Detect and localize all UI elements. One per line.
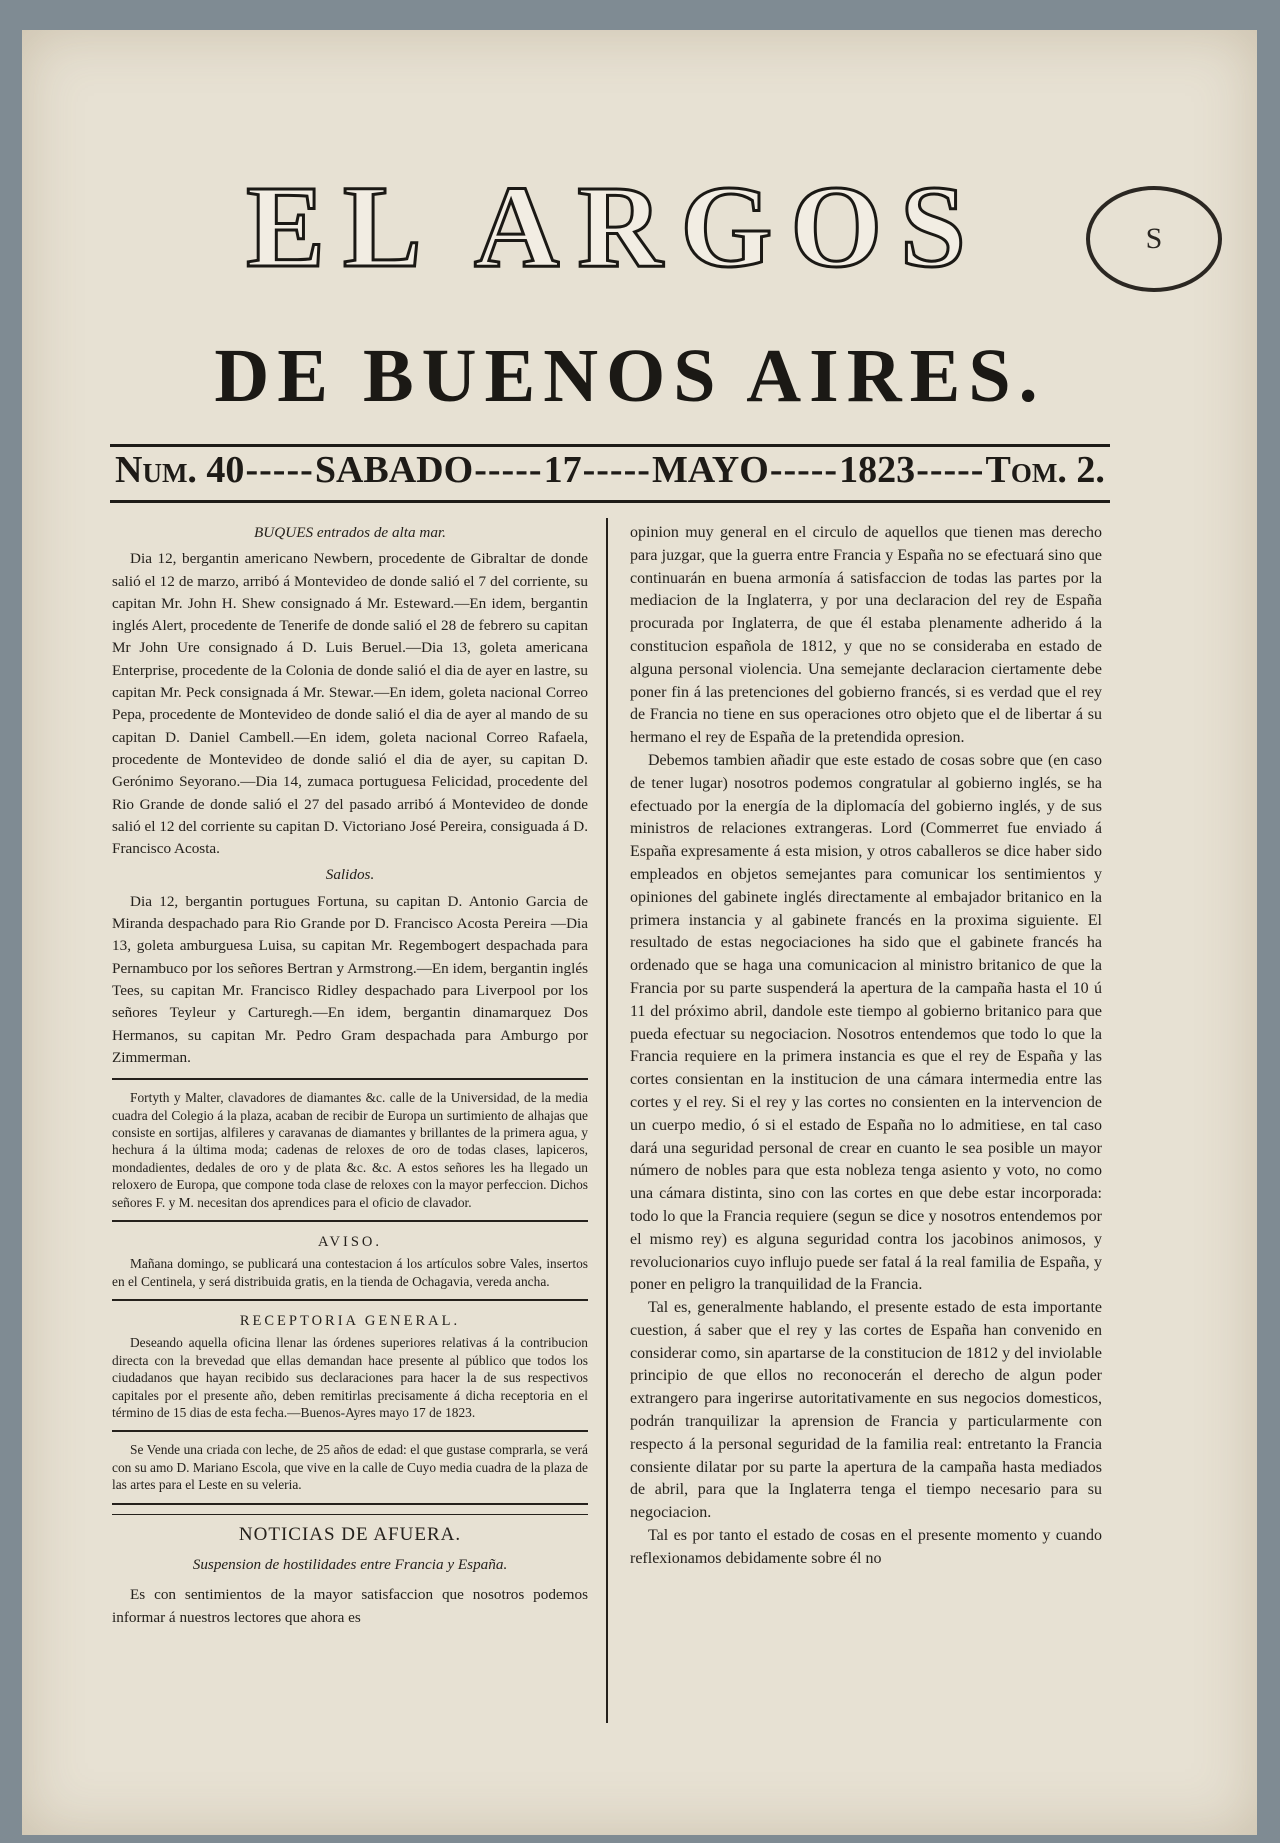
right-para-4: Tal es por tanto el estado de cosas en el presente momento y cuando reflexionamos debidamente sobre él no xyxy=(630,1527,1102,1567)
aviso-text: Mañana domingo, se publicará una contestacion á los artículos sobre Vales, insertos en el Centinela, y será distribuida gratis, en la tienda de Ochagavia, vereda ancha. xyxy=(112,1256,588,1289)
section-rule xyxy=(112,1220,588,1222)
right-para-2: Debemos tambien añadir que este estado de cosas sobre que (en caso de tener lugar) nosotros podemos congratular al gobierno inglés, se ha efectuado por la energía de la diplomacía del gobierno inglés, y de sus ministros de relaciones extrangeras. Lord (Commerret fue enviado á España expresamente á esta mision, y otros caballeros se dice haber sido empleados en objetos semejantes para comunicar los sentimientos y opiniones del gabinete inglés directamente al embajador britanico en la primera instancia y al gabinete francés en la proxima siguiente. El resultado de estas negociaciones ha sido que el gabinete francés ha ordenado que se haga una comunicacion al ministro britanico de que la Francia por su parte suspenderá la apertura de la campaña hasta el 10 ú 11 del próximo abril, dandole este tiempo al gobierno britanico para que pueda efectuar su negociacion. Nosotros entendemos que todo lo que la Francia requiere en la primera instancia es que el rey de España y las cortes consientan en la institucion de una cámara intermedia entre las cortes y el rey. Si el rey y las cortes no consienten en la intervencion de un cuerpo medio, ó si el estado de España no lo admitiese, en tal caso dará una seguridad personal de crear en cuanto le sea posible un mayor número de nobles para que esta nobleza tenga asiento y voto, no como una cámara distinta, sino con las cortes en que debe estar incorporada: todo lo que la Francia requiere (segun se dice y nosotros entendemos por el mismo rey) es alguna seguridad contra los jacobinos animosos, y revolucionarios cuyo influjo puede ser fatal á la real familia de España, y poner en peligro la tranquilidad de la Francia. xyxy=(630,751,1102,1294)
section-rule xyxy=(112,1078,588,1080)
section-rule xyxy=(112,1430,588,1432)
receptoria-text: Deseando aquella oficina llenar las órdenes superiores relativas á la contribucion directa con la brevedad que ellas demandan hace presente al público que todos los ciudadanos que hayan recibido sus declaraciones para hacer la de sus respectivos capitales por el presente año, deben remitirlas precisamente á dicha receptoria en el término de 15 dias de esta fecha.—Buenos-Ayres mayo 17 de 1823. xyxy=(112,1335,588,1420)
right-para-1: opinion muy general en el circulo de aquellos que tienen mas derecho para juzgar, que la guerra entre Francia y España no se efectuará sino que continuarán en buena armonía á satisfaccion de todas las partes por la mediacion de la Inglaterra, y por una declaracion del rey de España procurada por Inglaterra, de que él estaba plenamente adherido á la constitucion española de 1812, y que no se consideraba en estado de alguna personal violencia. Una semejante declaracion ciertamente debe poner fin á las pretenciones del gobierno francés, si es verdad que el rey de Francia no tiene en sus operaciones otro objeto que el de libertar á su hermano el rey de España de la pretendida opresion. xyxy=(630,524,1102,747)
forsyth-advert: Fortyth y Malter, clavadores de diamantes &c. calle de la Universidad, de la media cuadra del Colegio á la plaza, acaban de recibir de Europa un surtimiento de alhajas que consiste en sortijas, alfileres y caravanas de diamantes y brillantes de la primera agua, y hechura á la última moda; cadenas de reloxes de oro de todas clases, lapiceros, mondadientes, dedales de oro y de plata &c. &c. A estos señores les ha llegado un reloxero de Europa, que compone toda clase de reloxes con la mayor perfeccion. Dichos señores F. y M. necesitan dos aprendices para el oficio de clavador. xyxy=(112,1090,588,1210)
issue-number: Num. 40 xyxy=(115,449,245,491)
issue-line xyxy=(115,448,1105,492)
right-para-3: Tal es, generalmente hablando, el presente estado de esta importante cuestion, á saber que el rey y las cortes de España han convenido en considerar como, sin apartarse de la constitucion de 1812 y del inviolable principio de que ellos no reconocerán el derecho de algun poder extrangero para ingerirse autoritativamente en sus negocios domesticos, podrán tranquilizar la aprension de Francia y particularmente con respecto á la personal seguridad de la familia real: entretanto la Francia consiente dilatar por su parte la apertura de la campaña hasta mediados de abril, para que la Inglaterra tenga el tiempo necesario para su negociacion. xyxy=(630,1299,1102,1522)
section-rule-thin xyxy=(112,1514,588,1515)
issue-dash: ----- xyxy=(916,449,985,491)
issue-day: SABADO xyxy=(314,449,474,491)
issue-rule-bottom xyxy=(110,500,1110,503)
issue-dash: ----- xyxy=(245,449,314,491)
aviso-heading: AVISO. xyxy=(317,1233,383,1250)
section-rule xyxy=(112,1503,588,1505)
issue-dash: ----- xyxy=(474,449,543,491)
seal-text: S xyxy=(1145,222,1163,255)
salidos-heading: Salidos. xyxy=(325,866,375,884)
issue-year: 1823 xyxy=(839,449,916,491)
left-column xyxy=(112,522,588,1629)
right-column xyxy=(630,522,1102,1571)
column-divider xyxy=(606,518,608,1723)
issue-tome: Tom. 2. xyxy=(985,449,1105,491)
issue-rule-top xyxy=(110,444,1110,447)
stamp-seal xyxy=(1086,186,1222,292)
receptoria-heading: RECEPTORIA GENERAL. xyxy=(239,1313,461,1330)
noticias-subheading: Suspension de hostilidades entre Francia y España. xyxy=(192,1555,508,1573)
masthead-title: EL ARGOS xyxy=(246,161,984,292)
salidos-text: Dia 12, bergantin portugues Fortuna, su capitan D. Antonio Garcia de Miranda despachado para Rio Grande por D. Francisco Acosta Pereira —Dia 13, goleta amburguesa Luisa, su capitan Mr. Regembogert despachada para Pernambuco por los señores Bertran y Armstrong.—En idem, bergantin inglés Tees, su capitan Mr. Francisco Ridley despachado para Liverpool por los señores Teyleur y Carturegh.—En idem, bergantin dinamarquez Dos Hermanos, su capitan Mr. Pedro Gram despachada para Amburgo por Zimmerman. xyxy=(112,892,588,1066)
vende-advert: Se Vende una criada con leche, de 25 años de edad: el que gustase comprarla, se verá con su amo D. Mariano Escola, que vive en la calle de Cuyo media cuadra de la plaza de las artes para el Leste en su veleria. xyxy=(112,1442,588,1493)
issue-dash: ----- xyxy=(769,449,839,491)
issue-date: 17 xyxy=(543,449,582,491)
noticias-text: Es con sentimientos de la mayor satisfaccion que nosotros podemos informar á nuestros lectores que ahora es xyxy=(112,1586,588,1626)
noticias-heading: NOTICIAS DE AFUERA. xyxy=(238,1523,462,1545)
buques-heading: BUQUES entrados de alta mar. xyxy=(254,524,446,541)
buques-text: Dia 12, bergantin americano Newbern, procedente de Gibraltar de donde salió el 12 de marzo, arribó á Montevideo de donde salió el 7 del corriente, su capitan Mr. John H. Shew consignado á Mr. Esteward.—En idem, bergantin inglés Alert, procedente de Tenerife de donde salió el 28 de febrero su capitan Mr John Ure consignado á D. Luis Beruel.—Dia 13, goleta americana Enterprise, procedente de la Colonia de donde salió el dia de ayer en lastre, su capitan Mr. Peck consignada á Mr. Stewar.—En idem, goleta nacional Correo Pepa, procedente de Montevideo de donde salió el dia de ayer al mando de su capitan D. Daniel Cambell.—En idem, goleta nacional Correo Rafaela, procedente de Montevideo de donde salió el dia de ayer, su capitan D. Gerónimo Seyorano.—Dia 14, zumaca portuguesa Felicidad, procedente del Rio Grande de donde salió el 27 del pasado arribó á Montevideo de donde salió el 12 del corriente su capitan D. Victoriano José Pereira, consiguada á D. Francisco Acosta. xyxy=(112,550,588,858)
section-rule xyxy=(112,1299,588,1301)
issue-month: MAYO xyxy=(651,449,769,491)
issue-dash: ----- xyxy=(582,449,651,491)
masthead-subtitle: DE BUENOS AIRES. xyxy=(214,334,1046,418)
